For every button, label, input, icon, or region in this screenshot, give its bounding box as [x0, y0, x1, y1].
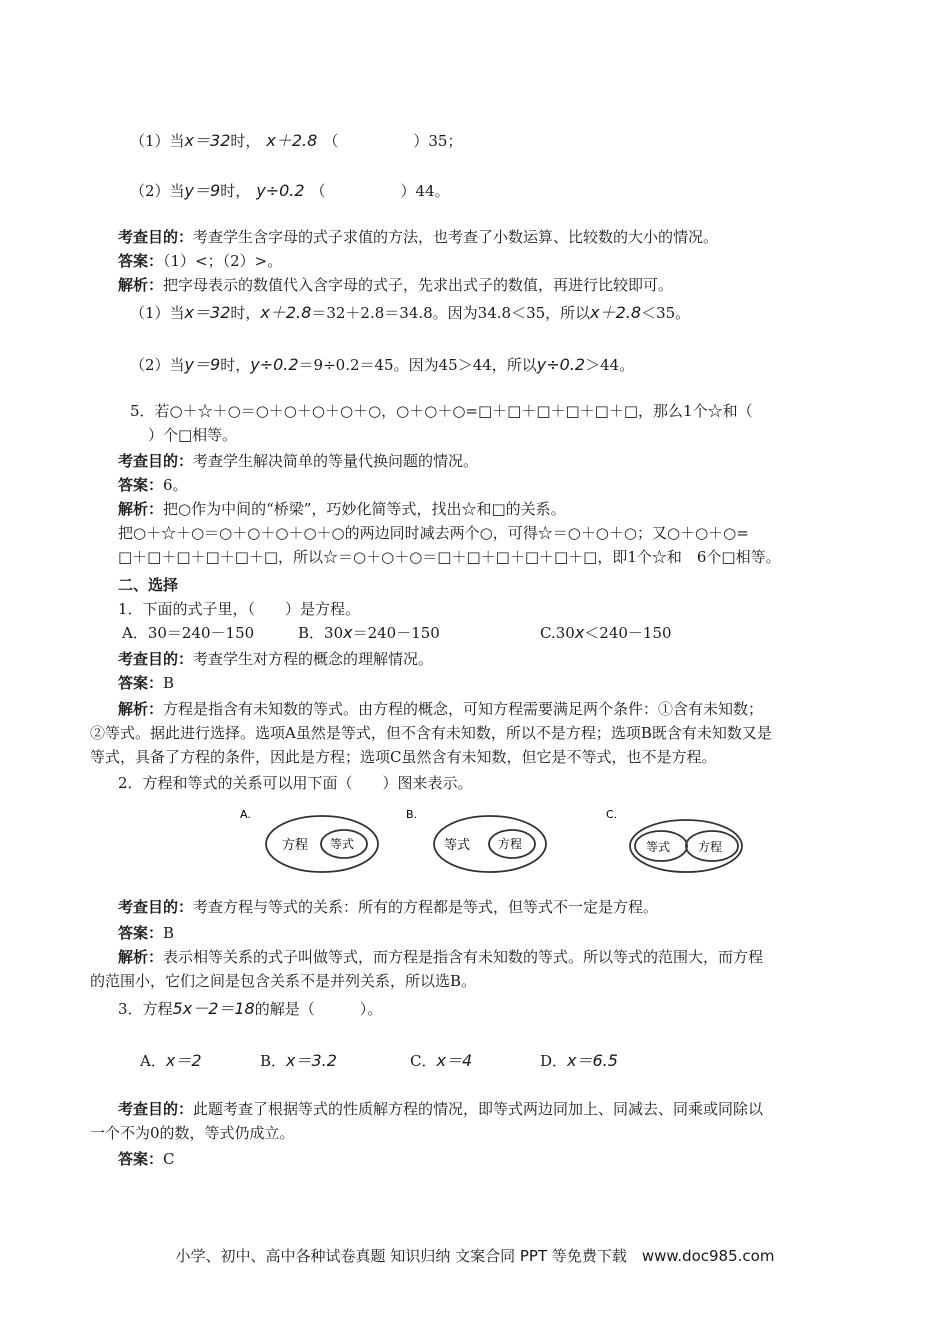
diagram-c [606, 808, 742, 872]
diagram-a-outer-label: 方程 [282, 838, 309, 853]
diagram-a [240, 808, 378, 872]
q4-line-1: （1）当x＝32时， x＋2.8 （ ）35； [130, 131, 463, 150]
q5-analysis-2: □＋□＋□＋□＋□＋□，所以☆＝○＋○＋○＝□＋□＋□＋□＋□＋□，即1个☆和 6个□相等。 [118, 548, 781, 566]
diagram-b-inner-label: 方程 [498, 837, 523, 851]
diagram-c-right-label: 方程 [698, 840, 723, 854]
diagram-a-letter: A. [240, 808, 251, 821]
q5-analysis: 解析：把○作为中间的“桥梁”，巧妙化简等式，找出☆和□的关系。 [118, 500, 566, 518]
diagram-a-inner-label: 等式 [330, 837, 355, 851]
s2-q1-option-a: A．30＝240－150 [122, 624, 255, 642]
section-title: 二、选择 [118, 576, 179, 594]
diagram-b [406, 808, 546, 872]
s2-q2-stem: 2．方程和等式的关系可以用下面（ ）图来表示。 [118, 774, 473, 792]
q4-solution-2: （2）当y＝9时，y÷0.2＝9÷0.2＝45。因为45＞44，所以y÷0.2＞44。 [130, 355, 635, 374]
venn-diagrams [236, 806, 756, 886]
s2-q2-purpose: 考查目的：考查方程与等式的关系：所有的方程都是等式，但等式不一定是方程。 [118, 898, 659, 916]
q5-purpose: 考查目的：考查学生解决简单的等量代换问题的情况。 [118, 452, 479, 470]
diagram-c-left-label: 等式 [646, 840, 671, 854]
q5-stem-2: ）个□相等。 [148, 426, 238, 444]
s2-q1-stem: 1．下面的式子里，（ ）是方程。 [118, 600, 361, 618]
s2-q2-analysis-2: 的范围小，它们之间是包含关系不是并列关系，所以选B。 [90, 972, 477, 990]
s2-q1-analysis-1: 解析：方程是指含有未知数的等式。由方程的概念，可知方程需要满足两个条件：①含有未知数； [118, 700, 764, 718]
s2-q1-purpose: 考查目的：考查学生对方程的概念的理解情况。 [118, 650, 434, 668]
s2-q3-stem: 3．方程5x－2＝18的解是（ ）。 [118, 999, 383, 1018]
s2-q1-analysis-3: 等式，具备了方程的条件，因此是方程；选项C虽然含有未知数，但它是不等式，也不是方程。 [90, 748, 717, 766]
diagram-b-outer-label: 等式 [444, 838, 471, 853]
q4-answer: 答案：（1）<；（2）>。 [118, 252, 283, 270]
s2-q3-option-a: A．x＝2 [140, 1051, 202, 1070]
s2-q1-option-b: B．30x＝240－150 [298, 623, 440, 642]
s2-q1-option-c: C.30x＜240－150 [540, 623, 672, 642]
q4-line-2: （2）当y＝9时， y÷0.2 （ ）44。 [130, 181, 450, 200]
q5-analysis-1: 把○＋☆＋○＝○＋○＋○＋○＋○的两边同时减去两个○，可得☆＝○＋○＋○；又○＋○＋○= [118, 524, 749, 542]
s2-q3-purpose-2: 一个不为0的数，等式仍成立。 [90, 1124, 295, 1142]
diagram-b-letter: B. [406, 808, 418, 821]
q4-solution-1: （1）当x＝32时，x＋2.8＝32＋2.8＝34.8。因为34.8＜35，所以x＋2.8＜35。 [130, 303, 691, 322]
s2-q3-option-c: C．x＝4 [410, 1051, 473, 1070]
s2-q2-answer: 答案：B [118, 924, 175, 942]
q5-stem-1: 5．若○＋☆＋○＝○＋○＋○＋○＋○，○＋○＋○=□＋□＋□＋□＋□＋□，那么1个☆和（ [130, 402, 753, 420]
s2-q2-analysis-1: 解析：表示相等关系的式子叫做等式，而方程是指含有未知数的等式。所以等式的范围大，而方程 [118, 948, 764, 966]
s2-q1-answer: 答案：B [118, 674, 175, 692]
q5-answer: 答案：6。 [118, 476, 188, 494]
page-footer: 小学、初中、高中各种试卷真题 知识归纳 文案合同 PPT 等免费下载 www.doc985.com [175, 1247, 775, 1265]
s2-q3-answer: 答案：C [118, 1150, 175, 1168]
diagram-c-letter: C. [606, 808, 618, 821]
q4-purpose: 考查目的：考查学生含字母的式子求值的方法，也考查了小数运算、比较数的大小的情况。 [118, 228, 719, 246]
s2-q3-option-b: B．x＝3.2 [260, 1051, 337, 1070]
s2-q3-purpose-1: 考查目的：此题考查了根据等式的性质解方程的情况，即等式两边同加上、同减去、同乘或同除以 [118, 1100, 764, 1118]
s2-q3-option-d: D．x＝6.5 [540, 1051, 618, 1070]
s2-q1-analysis-2: ②等式。据此进行选择。选项A虽然是等式，但不含有未知数，所以不是方程；选项B既含有未知数又是 [90, 724, 772, 742]
q4-analysis: 解析：把字母表示的数值代入含字母的式子，先求出式子的数值，再进行比较即可。 [118, 276, 674, 294]
